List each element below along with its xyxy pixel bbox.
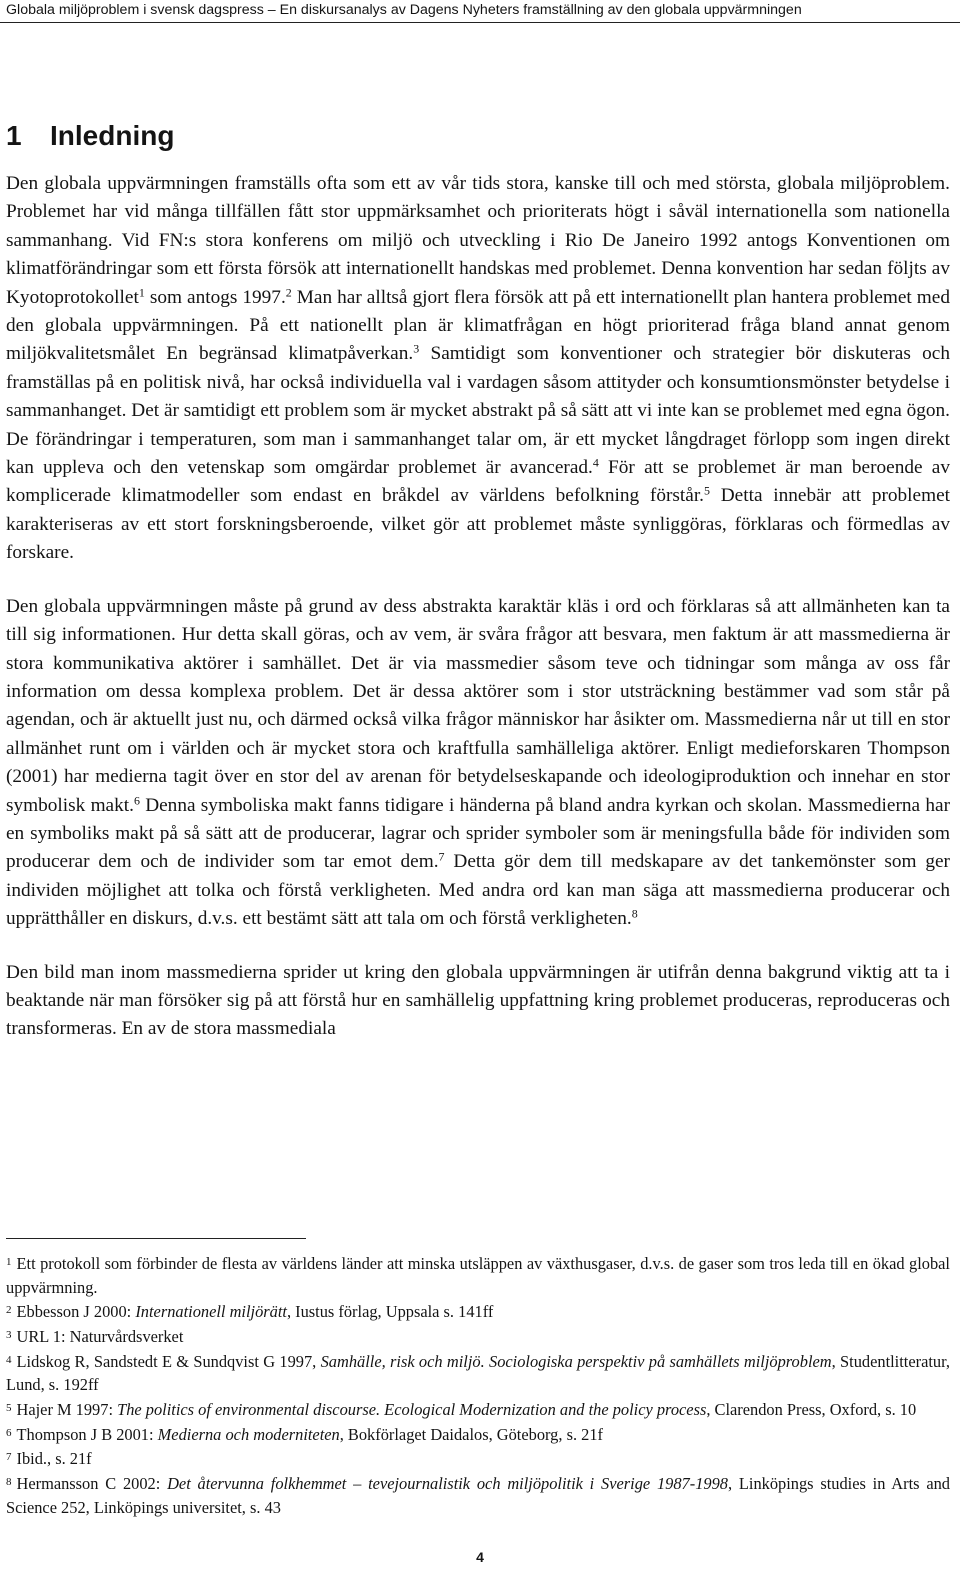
chapter-title: Inledning [50, 120, 175, 151]
paragraph-1: Den globala uppvärmningen framställs ofta som ett av vår tids stora, kanske till och med största, globala miljöproblem. Problemet har vid många tillfällen fått stor uppmärksamhet och prioriterats högt i såväl internationella som nationella sammanhang. Vid FN:s stora konferens om miljö och utveckling i Rio De Janeiro 1992 antogs Konventionen om klimatförändringar som ett första försök att internationellt handskas med problemet. Denna konvention har sedan följts av Kyotoprotokollet$^1$ som antogs 1997.$^2$ Man har alltså gjort flera försök att på ett internationellt plan hantera problemet med den globala uppvärmningen. På ett nationellt plan är klimatfrågan en högt prioriterad fråga bland annat genom miljökvalitetsmålet En begränsad klimatpåverkan.$^3$ Samtidigt som konventioner och strategier bör diskuteras och framställas på en politisk nivå, har också individuella val i vardagen såsom attityder och konsumtionsmönster betydelse i sammanhanget. Det är samtidigt ett problem som är mycket abstrakt på så sätt att vi inte kan se problemet med egna ögon. De förändringar i temperaturen, som man i sammanhanget talar om, är ett mycket långdraget förlopp som ingen direkt kan uppleva och den vetenskap som omgärdar problemet är avancerad.$^4$ För att se problemet är man beroende av komplicerade klimatmodeller som endast en bråkdel av världens befolkning förstår.$^5$ Detta innebär att problemet karakteriseras av ett stort forskningsberoende, vilket gör att problemet måste synliggöras, förklaras och förmedlas av forskare. [6, 173, 951, 564]
footnote-divider [6, 1238, 306, 1239]
footnote-8: $^8$ Hermansson C 2002: Det återvunna folkhemmet – tevejournalistik och miljöpolitik i Sverige 1987-1998, Linköpings studies in Arts and Science 252, Linköpings universitet, s. 43 [6, 1473, 950, 1517]
footnote-ref-8[interactable]: 8 [631, 906, 638, 921]
footnote-ref-3[interactable]: 3 [413, 341, 420, 356]
footnote-ref-4[interactable]: 4 [592, 455, 599, 470]
footnote-2: $^2$ Ebbesson J 2000: Internationell miljörätt, Iustus förlag, Uppsala s. 141ff [6, 1302, 494, 1322]
footnote-7: $^7$ Ibid., s. 21f [6, 1449, 92, 1469]
page-number: 4 [476, 1549, 484, 1565]
footnote-1: $^1$ Ett protokoll som förbinder de flesta av världens länder att minska utsläppen av växthusgaser, d.v.s. de gaser som tros leda till en ökad global uppvärmning. [6, 1253, 950, 1297]
paragraph-3: Den bild man inom massmedierna sprider ut kring den globala uppvärmningen är utifrån denna bakgrund viktig att ta i beaktande när man försöker sig på att förstå hur en samhällelig uppfattning kring problemet produceras, reproduceras och transformeras. En av de stora massmediala [6, 961, 950, 1040]
header-divider [0, 22, 960, 23]
footnote-3: $^3$ URL 1: Naturvårdsverket [6, 1326, 184, 1346]
footnote-ref-7[interactable]: 7 [438, 849, 445, 864]
chapter-number: 1 [6, 120, 22, 151]
footnote-6: $^6$ Thompson J B 2001: Medierna och moderniteten, Bokförlaget Daidalos, Göteborg, s. 21f [6, 1424, 604, 1444]
footnote-4: $^4$ Lidskog R, Sandstedt E & Sundqvist G 1997, Samhälle, risk och miljö. Sociologiska perspektiv på samhällets miljöproblem, Studentlitteratur, Lund, s. 192ff [6, 1351, 950, 1395]
footnote-5: $^5$ Hajer M 1997: The politics of environmental discourse. Ecological Modernization and the policy process, Clarendon Press, Oxford, s. 10 [6, 1400, 917, 1419]
footnote-ref-1[interactable]: 1 [138, 285, 145, 300]
footnote-ref-2[interactable]: 2 [285, 285, 292, 300]
footnote-ref-6[interactable]: 6 [133, 792, 140, 807]
chapter-heading [6, 116, 174, 156]
footnotes [6, 1251, 950, 1520]
paragraph-2: Den globala uppvärmningen måste på grund av dess abstrakta karaktär kläs i ord och förklaras så att allmänheten kan ta till sig informationen. Hur detta skall göras, och av vem, är svåra frågor att besvara, men faktum är att massmedierna är stora kommunikativa aktörer i samhället. Det är via massmedier såsom teve och tidningar som många av oss får information om dessa komplexa problem. Det är dessa aktörer som i stor utsträckning bestämmer vad som står på agendan, och är aktuellt just nu, och därmed också vilka frågor människor har åsikter om. Massmedierna når ut till en stor allmänhet runt om i världen och är mycket stora och kraftfulla samhälleliga aktörer. Enligt medieforskaren Thompson (2001) har medierna tagit över en stor del av arenan för betydelseskapande och ideologiproduktion och innehar en stor symbolisk makt.$^6$ Denna symboliska makt fanns tidigare i händerna på bland andra kyrkan och skolan. Massmedierna har en symboliks makt på så sätt att de producerar, lagrar och sprider symboler som är meningsfulla både för individen som producerar dem och de individer som tar emot dem.$^7$ Detta gör dem till medskapare av det tankemönster som ger individen möjlighet att tolka och förstå verkligheten. Med andra ord kan man säga att massmedierna producerar och upprätthåller en diskurs, d.v.s. ett bestämt sätt att tala om och förstå verkligheten.$^8$ [6, 595, 950, 930]
body-text [6, 170, 950, 1069]
footnote-ref-5[interactable]: 5 [704, 483, 710, 498]
running-header: Globala miljöproblem i svensk dagspress – En diskursanalys av Dagens Nyheters framställning av den globala uppvärmningen [6, 2, 802, 18]
